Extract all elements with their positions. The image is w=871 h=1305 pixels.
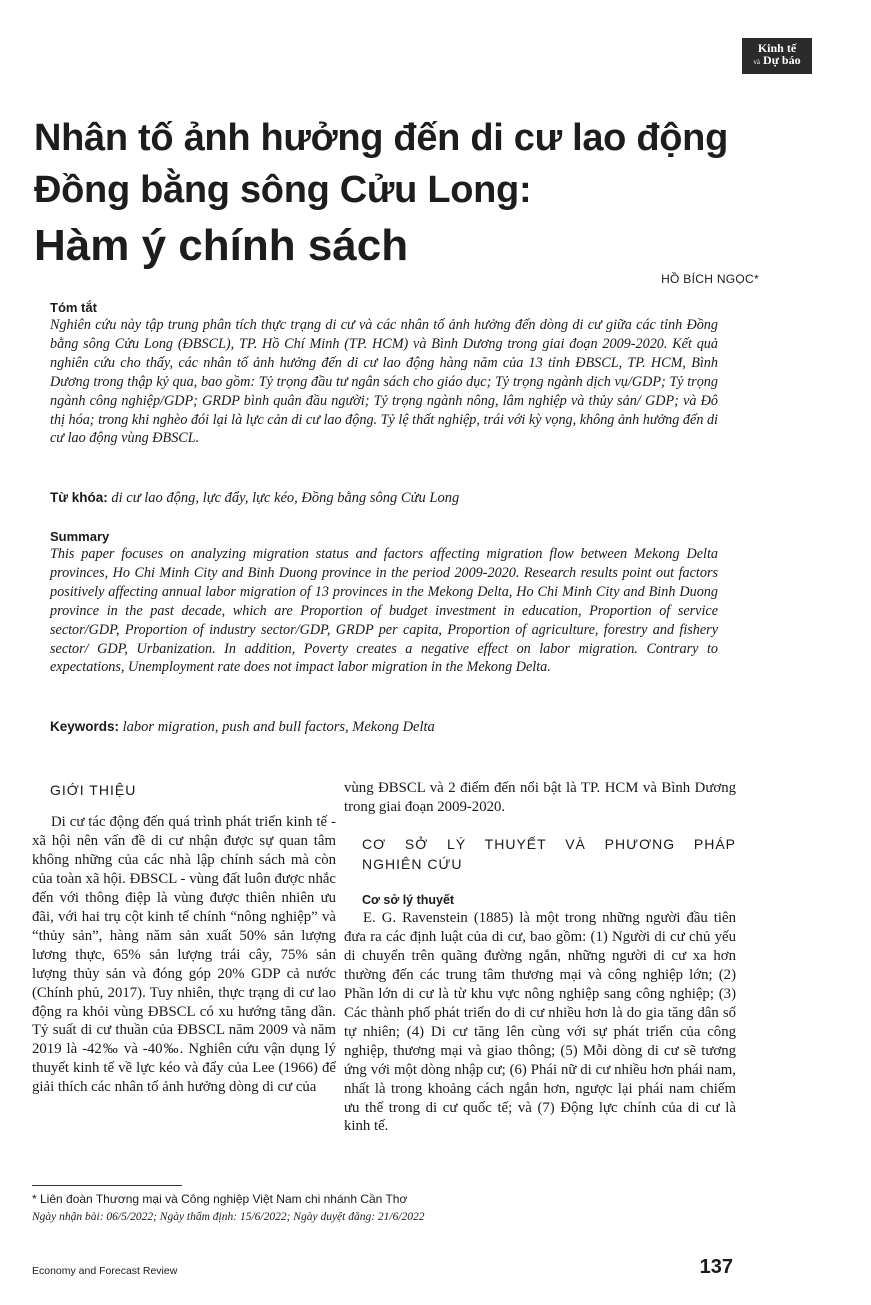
keywords-en	[50, 719, 718, 736]
intro-para1: Di cư tác động đến quá trình phát triển kinh tế - xã hội nên vấn đề di cư nhận được sự quan tâm không những của các nhà lập chính sách mà còn của toàn xã hội. ĐBSCL - vùng đất luôn được nhắc đến với thông điệp là vùng được thiên nhiên ưu đãi, với hai trụ cột kinh tế chính “nông nghiệp” và “thủy sản”, hàng năm sản xuất 50% sản lượng lương thực, 65% sản lượng trái cây, 75% sản lượng thủy sản và đóng góp 20% GDP cả nước (Chính phủ, 2017). Tuy nhiên, thực trạng di cư lao động ra khỏi vùng ĐBSCL có xu hướng tăng dần. Tỷ suất di cư thuần của ĐBSCL năm 2009 và năm 2019 là -42‰ và -40‰. Nghiên cứu vận dụng lý thuyết kinh tế về lực kéo và đẩy của Lee (1966) để giải thích các nhân tố ảnh hưởng dòng di cư của	[32, 814, 336, 1096]
footnote-rule	[32, 1185, 182, 1186]
journal-name: Economy and Forecast Review	[32, 1265, 178, 1277]
keywords-vi-text: di cư lao động, lực đẩy, lực kéo, Đồng bằng sông Cửu Long	[111, 490, 460, 506]
article-title	[34, 112, 794, 276]
abstract-en-text: This paper focuses on analyzing migration status and factors affecting migration flow between Mekong Delta provinces, Ho Chi Minh City and Binh Duong province in the period 2009-2020. Research results point out factors positively affecting annual labor migration of 13 provinces in the Mekong Delta, Ho Chi Minh City and Binh Duong province in the past decade, which are Proportion of budget investment in education, Proportion of service sector/GDP, Proportion of industry sector/GDP, GRDP per capita, Proportion of agriculture, forestry and fishery sector/ GDP, Urbanization. In addition, Poverty creates a negative effect on labor migration. Contrary to expectations, Unemployment rate does not impact labor migration in the Mekong Delta.	[50, 546, 718, 676]
title-line3: Hàm ý chính sách	[34, 221, 409, 270]
journal-logo	[742, 38, 812, 74]
keywords-en-label: Keywords:	[50, 719, 120, 734]
keywords-vi	[50, 490, 718, 507]
intro-heading: GIỚI THIỆU	[50, 782, 137, 798]
logo-line2	[742, 54, 812, 66]
title-line1: Nhân tố ảnh hưởng đến di cư lao động	[34, 117, 728, 159]
theory-para1: E. G. Ravenstein (1885) là một trong những người đầu tiên đưa ra các định luật của di cư, bao gồm: (1) Người di cư chủ yếu di chuyển trên quãng đường ngắn, những người di cư xa hơn thường đến các trung tâm thương mại và công nghiệp lớn; (2) Phần lớn di cư là từ khu vực nông nghiệp sang công nghiệp; (3) Các thành phố phát triển do di cư nhiều hơn là do gia tăng dân số tự nhiên; (4) Di cư tăng lên cùng với sự phát triển của công nghiệp, thương mại và giao thông; (5) Mỗi dòng di cư sẽ tương ứng với một dòng nhập cư; (6) Phái nữ di cư nhiều hơn phái nam, nhất là trong khoảng cách ngắn hơn, ngược lại phái nam chiếm ưu thế trong di cư quốc tế; và (7) Động lực chính của di cư là kinh tế.	[344, 910, 736, 1135]
intro-para1-cont: vùng ĐBSCL và 2 điểm đến nổi bật là TP. HCM và Bình Dương trong giai đoạn 2009-2020.	[344, 780, 736, 815]
footnote-dates: Ngày nhận bài: 06/5/2022; Ngày thẩm định: 15/6/2022; Ngày duyệt đăng: 21/6/2022	[32, 1211, 425, 1223]
abstract-vi-heading: Tóm tắt	[50, 300, 97, 315]
title-line2: Đồng bằng sông Cửu Long:	[34, 169, 532, 211]
logo-line1: Kinh tế	[757, 41, 797, 55]
theory-heading-line2: NGHIÊN CỨU	[362, 856, 463, 872]
theory-body	[344, 909, 736, 1136]
page-number: 137	[699, 1256, 733, 1278]
intro-column	[32, 813, 336, 1097]
keywords-en-text: labor migration, push and bull factors, Mekong Delta	[122, 719, 435, 735]
abstract-vi-text: Nghiên cứu này tập trung phân tích thực trạng di cư và các nhân tố ảnh hưởng đến dòng di cư giữa các tỉnh Đồng bằng sông Cửu Long (ĐBSCL), TP. Hồ Chí Minh (TP. HCM) và Bình Dương trong giai đoạn 2009-2020. Kết quả nghiên cứu cho thấy, các nhân tố ảnh hưởng đến di cư lao động hàng năm của 13 tỉnh ĐBSCL, TP. HCM, Bình Dương trong thập kỷ qua, bao gồm: Tỷ trọng đầu tư ngân sách cho giáo dục; Tỷ trọng ngành dịch vụ/GDP; Tỷ trọng ngành công nghiệp/GDP; GRDP bình quân đầu người; Tỷ trọng ngành nông, lâm nghiệp và thủy sản/ GDP; và Đô thị hóa; trong khi nghèo đói lại là lực cản di cư lao động. Tỷ lệ thất nghiệp, trái với kỳ vọng, không ảnh hưởng đến di cư lao động vùng ĐBSCL.	[50, 317, 718, 447]
right-column	[344, 779, 736, 817]
abstract-en-heading: Summary	[50, 529, 110, 544]
abstract-en	[50, 529, 718, 677]
theory-subheading: Cơ sở lý thuyết	[362, 893, 455, 907]
theory-heading-line1: CƠ SỞ LÝ THUYẾT VÀ PHƯƠNG PHÁP	[362, 836, 736, 852]
theory-heading	[362, 834, 736, 874]
logo-line2-text: Dự báo	[763, 53, 801, 67]
abstract-vi	[50, 300, 718, 448]
author-name: HỒ BÍCH NGỌC*	[661, 272, 759, 286]
keywords-vi-label: Từ khóa:	[50, 490, 108, 505]
footnote-affiliation: * Liên đoàn Thương mại và Công nghiệp Việt Nam chi nhánh Cần Thơ	[32, 1192, 408, 1206]
logo-small: và	[753, 58, 761, 66]
